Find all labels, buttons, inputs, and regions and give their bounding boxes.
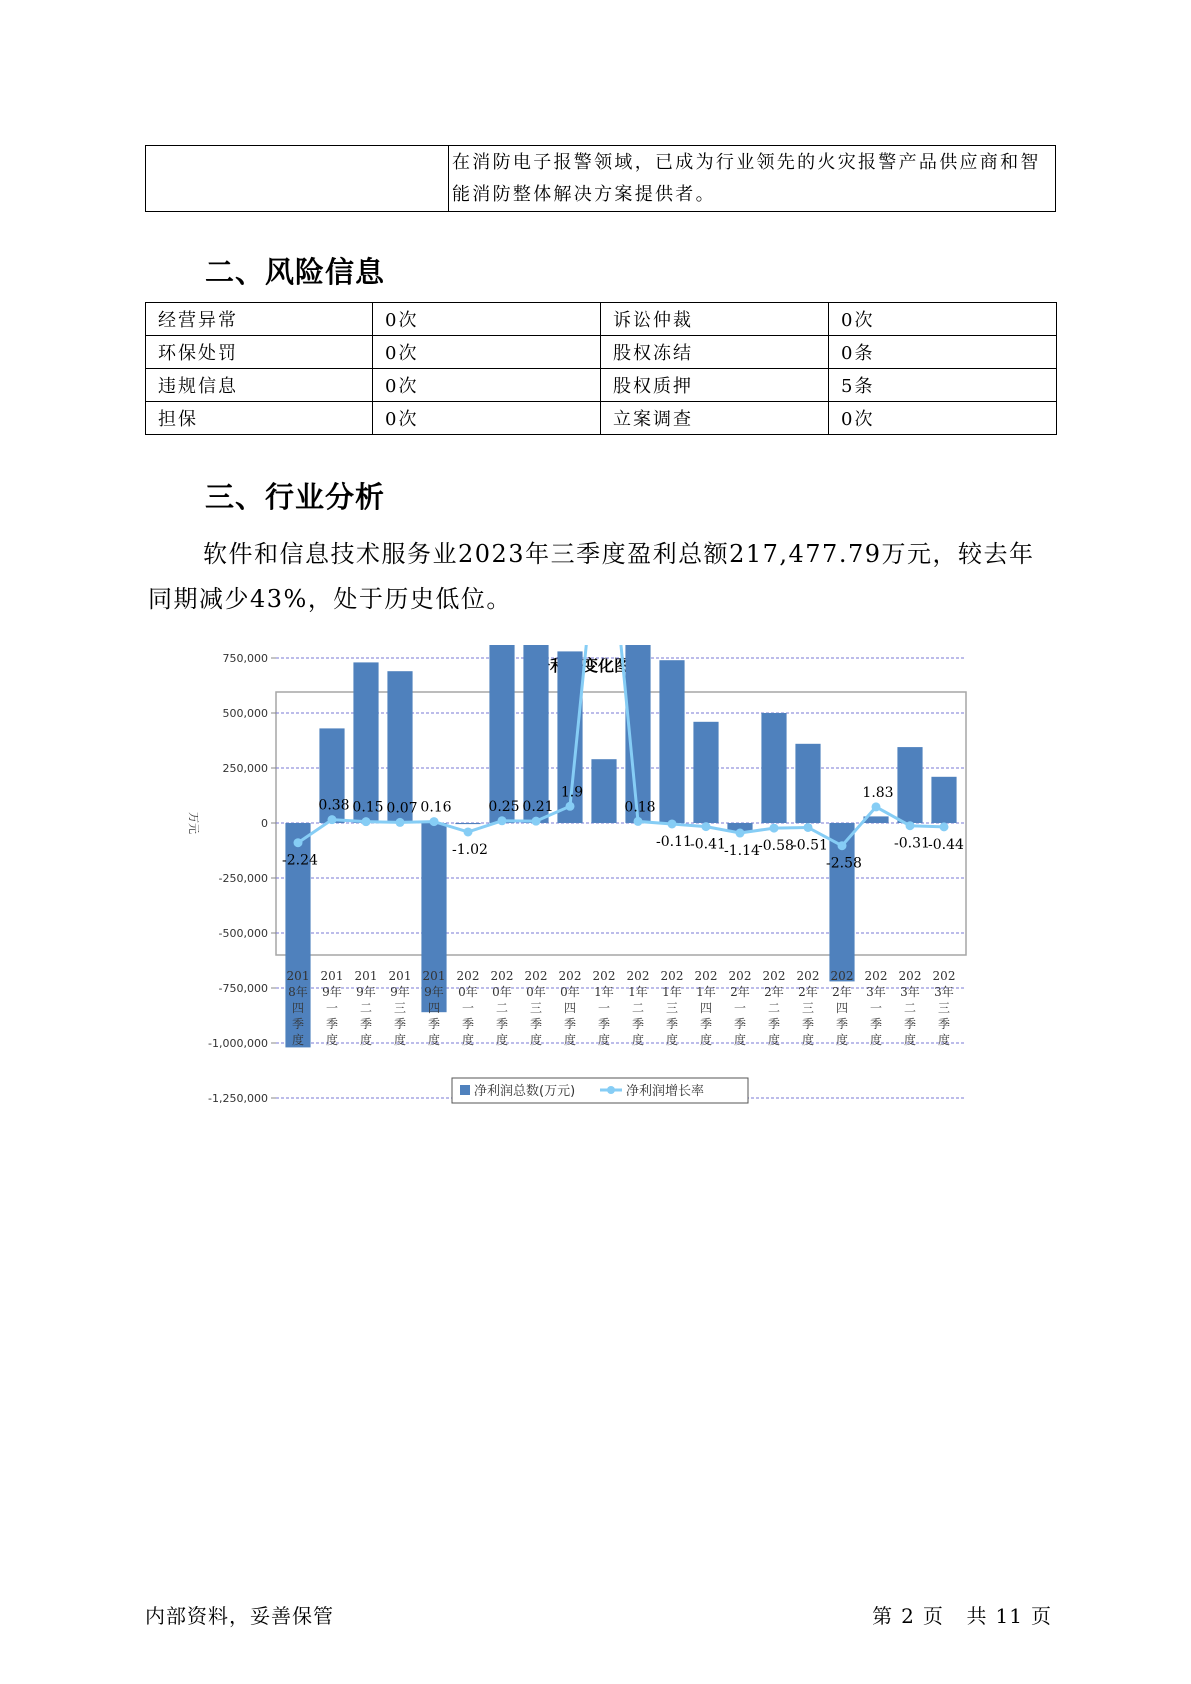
category-label-part: 四	[291, 1001, 305, 1015]
growth-point	[362, 817, 371, 826]
growth-data-label: 0.25	[488, 798, 520, 815]
y-tick-label: -1,000,000	[208, 1037, 268, 1050]
category-label-part: 三	[937, 1001, 951, 1015]
category-label-part: 季	[937, 1017, 951, 1031]
industry-section-heading: 三、行业分析	[205, 480, 386, 514]
growth-data-label: 1.9	[560, 784, 584, 801]
category-label-part: 季	[903, 1017, 917, 1031]
category-label	[457, 969, 480, 1047]
footer-total-pages: 11	[995, 1604, 1023, 1628]
category-label-part: 2年	[764, 985, 784, 999]
risk-section-heading: 二、风险信息	[205, 255, 386, 289]
category-label-part: 度	[937, 1033, 951, 1047]
category-label-part: 四	[699, 1001, 713, 1015]
growth-point	[872, 802, 881, 811]
category-label	[321, 969, 344, 1047]
risk-table	[145, 302, 1057, 435]
category-label-part: 季	[835, 1017, 849, 1031]
growth-data-label: -0.44	[928, 836, 964, 853]
growth-data-label: 0.21	[522, 799, 554, 816]
category-label	[865, 969, 888, 1047]
category-label-part: 度	[359, 1033, 373, 1047]
category-label-part: 202	[524, 969, 548, 983]
category-label-part: 度	[733, 1033, 747, 1047]
category-label	[899, 969, 922, 1047]
category-label-part: 三	[529, 1001, 543, 1015]
risk-item-value: 0次	[373, 303, 601, 336]
category-label-part: 202	[898, 969, 922, 983]
category-label-part: 度	[835, 1033, 849, 1047]
growth-point	[838, 841, 847, 850]
category-label-part: 季	[495, 1017, 509, 1031]
category-label-part: 二	[767, 1001, 781, 1015]
risk-item-value: 0次	[373, 402, 601, 435]
growth-data-label: 1.83	[862, 784, 894, 801]
bar	[897, 747, 922, 823]
risk-item-label: 诉讼仲裁	[601, 303, 829, 336]
footer-total-prefix: 共	[966, 1604, 988, 1628]
risk-item-value: 0次	[829, 402, 1057, 435]
category-label-part: 度	[461, 1033, 475, 1047]
category-label-part: 2年	[798, 985, 818, 999]
category-label-part: 度	[529, 1033, 543, 1047]
growth-data-label: -2.58	[826, 855, 862, 872]
y-tick-label: 250,000	[222, 762, 268, 775]
category-label-part: 季	[801, 1017, 815, 1031]
risk-item-label: 担保	[146, 402, 373, 435]
growth-data-label: 0.16	[420, 799, 452, 816]
category-label-part: 季	[359, 1017, 373, 1031]
growth-point	[532, 817, 541, 826]
category-label-part: 201	[286, 969, 310, 983]
category-label-part: 201	[354, 969, 378, 983]
legend-bar-label: 净利润总数(万元)	[474, 1084, 576, 1099]
category-label-part: 季	[427, 1017, 441, 1031]
growth-point	[940, 822, 949, 831]
intro-table-text-cell: 在消防电子报警领域，已成为行业领先的火灾报警产品供应商和智能消防整体解决方案提供者。	[449, 146, 1056, 212]
growth-data-label: -0.51	[792, 837, 828, 854]
bar	[659, 660, 684, 823]
category-label-part: 202	[932, 969, 956, 983]
category-label-part: 季	[699, 1017, 713, 1031]
category-label-part: 202	[694, 969, 718, 983]
category-label-part: 季	[733, 1017, 747, 1031]
growth-data-label: -0.41	[690, 836, 726, 853]
category-label	[627, 969, 650, 1047]
category-label-part: 202	[456, 969, 480, 983]
legend-line-label: 净利润增长率	[626, 1084, 705, 1099]
category-label-part: 0年	[458, 985, 478, 999]
y-tick-label: 0	[261, 817, 268, 830]
category-label-part: 度	[291, 1033, 305, 1047]
category-label	[831, 969, 854, 1047]
y-tick-label: 750,000	[222, 652, 268, 665]
risk-item-label: 立案调查	[601, 402, 829, 435]
bar	[523, 645, 548, 823]
category-label-part: 一	[733, 1001, 747, 1015]
risk-item-label: 股权冻结	[601, 336, 829, 369]
category-label	[559, 969, 582, 1047]
industry-paragraph: 软件和信息技术服务业2023年三季度盈利总额217,477.79万元，较去年同期减少43%，处于历史低位。	[148, 540, 1035, 613]
growth-data-label: 0.07	[386, 800, 418, 817]
category-label-part: 1年	[662, 985, 682, 999]
chart-y-label: 万元	[187, 812, 200, 834]
category-label	[729, 969, 752, 1047]
category-label-part: 度	[393, 1033, 407, 1047]
bar	[421, 823, 446, 1012]
growth-data-label: 0.18	[624, 799, 656, 816]
growth-data-label: -1.02	[452, 841, 488, 858]
category-label-part: 一	[325, 1001, 339, 1015]
y-tick-label: -1,250,000	[208, 1092, 268, 1105]
risk-item-label: 经营异常	[146, 303, 373, 336]
footer-page-suffix: 页	[922, 1604, 944, 1628]
category-label-part: 度	[767, 1033, 781, 1047]
category-label-part: 度	[597, 1033, 611, 1047]
category-label-part: 季	[869, 1017, 883, 1031]
growth-point	[328, 815, 337, 824]
intro-table-empty-cell	[146, 146, 449, 212]
category-label-part: 季	[529, 1017, 543, 1031]
risk-table-row	[146, 336, 1057, 369]
category-label-part: 2年	[730, 985, 750, 999]
bar	[455, 823, 480, 824]
category-label-part: 季	[767, 1017, 781, 1031]
category-label-part: 9年	[424, 985, 444, 999]
category-label-part: 四	[563, 1001, 577, 1015]
growth-data-label: -1.14	[724, 843, 760, 860]
category-label-part: 度	[869, 1033, 883, 1047]
category-label-part: 202	[490, 969, 514, 983]
category-label-part: 一	[597, 1001, 611, 1015]
category-label-part: 季	[665, 1017, 679, 1031]
category-label-part: 202	[558, 969, 582, 983]
category-label-part: 202	[796, 969, 820, 983]
y-tick-label: -500,000	[218, 927, 268, 940]
category-label-part: 1年	[696, 985, 716, 999]
bar	[795, 744, 820, 823]
category-label	[933, 969, 956, 1047]
y-tick-label: -250,000	[218, 872, 268, 885]
category-label-part: 季	[597, 1017, 611, 1031]
risk-item-value: 0次	[829, 303, 1057, 336]
category-label-part: 202	[660, 969, 684, 983]
risk-item-label: 违规信息	[146, 369, 373, 402]
chart-left-axis	[208, 645, 276, 1105]
footer-page-info	[868, 1600, 1056, 1629]
growth-data-label: 0.15	[352, 799, 384, 816]
footer-page-number: 2	[901, 1604, 915, 1628]
category-label	[797, 969, 820, 1047]
category-label-part: 0年	[492, 985, 512, 999]
growth-point	[804, 823, 813, 832]
growth-point	[294, 838, 303, 847]
category-label-part: 三	[801, 1001, 815, 1015]
growth-point	[770, 824, 779, 833]
category-label-part: 三	[665, 1001, 679, 1015]
growth-point	[498, 816, 507, 825]
category-label-part: 201	[422, 969, 446, 983]
risk-table-row	[146, 402, 1057, 435]
growth-point	[634, 817, 643, 826]
category-label-part: 二	[359, 1001, 373, 1015]
category-label-part: 202	[762, 969, 786, 983]
growth-data-label: -0.11	[656, 833, 692, 850]
chart-legend	[452, 1078, 748, 1103]
category-label-part: 度	[495, 1033, 509, 1047]
category-label-part: 三	[393, 1001, 407, 1015]
category-label-part: 二	[495, 1001, 509, 1015]
bar	[931, 777, 956, 823]
net-profit-chart	[170, 645, 970, 1115]
category-label-part: 季	[325, 1017, 339, 1031]
growth-point	[464, 827, 473, 836]
category-label-part: 度	[325, 1033, 339, 1047]
category-label-part: 201	[388, 969, 412, 983]
category-label-part: 9年	[322, 985, 342, 999]
category-label	[389, 969, 412, 1047]
category-label-part: 度	[665, 1033, 679, 1047]
bar	[489, 645, 514, 823]
category-label-part: 季	[291, 1017, 305, 1031]
chart-category-axis	[287, 969, 956, 1047]
category-label-part: 度	[801, 1033, 815, 1047]
category-label-part: 9年	[356, 985, 376, 999]
category-label	[661, 969, 684, 1047]
growth-point	[736, 829, 745, 838]
category-label	[355, 969, 378, 1047]
y-tick-label: -750,000	[218, 982, 268, 995]
risk-item-label: 股权质押	[601, 369, 829, 402]
category-label-part: 度	[631, 1033, 645, 1047]
bar	[591, 759, 616, 823]
growth-data-label: -0.31	[894, 835, 930, 852]
growth-data-label: -2.24	[282, 852, 318, 869]
category-label-part: 度	[427, 1033, 441, 1047]
category-label-part: 202	[592, 969, 616, 983]
category-label-part: 季	[563, 1017, 577, 1031]
bar	[693, 722, 718, 823]
category-label-part: 201	[320, 969, 344, 983]
growth-data-label: 0.38	[318, 797, 350, 814]
intro-table	[145, 145, 1056, 212]
risk-item-value: 0次	[373, 336, 601, 369]
bar	[761, 713, 786, 823]
risk-item-value: 0条	[829, 336, 1057, 369]
footer-page-prefix: 第	[872, 1604, 894, 1628]
growth-point	[396, 818, 405, 827]
footer-confidential-note: 内部资料，妥善保管	[145, 1604, 334, 1628]
category-label-part: 季	[631, 1017, 645, 1031]
category-label-part: 季	[461, 1017, 475, 1031]
category-label-part: 度	[563, 1033, 577, 1047]
growth-point	[566, 802, 575, 811]
category-label	[593, 969, 616, 1047]
legend-line-marker	[607, 1086, 615, 1094]
growth-data-label: -0.58	[758, 838, 794, 855]
risk-item-label: 环保处罚	[146, 336, 373, 369]
category-label-part: 3年	[866, 985, 886, 999]
category-label-part: 0年	[526, 985, 546, 999]
risk-item-value: 0次	[373, 369, 601, 402]
category-label-part: 0年	[560, 985, 580, 999]
category-label-part: 四	[835, 1001, 849, 1015]
growth-point	[430, 817, 439, 826]
category-label-part: 9年	[390, 985, 410, 999]
category-label-part: 202	[626, 969, 650, 983]
growth-point	[702, 822, 711, 831]
category-label-part: 2年	[832, 985, 852, 999]
category-label-part: 二	[903, 1001, 917, 1015]
risk-item-value: 5条	[829, 369, 1057, 402]
category-label-part: 202	[830, 969, 854, 983]
footer-total-suffix: 页	[1031, 1604, 1052, 1628]
growth-point	[906, 821, 915, 830]
category-label-part: 季	[393, 1017, 407, 1031]
category-label	[525, 969, 548, 1047]
category-label	[695, 969, 718, 1047]
category-label-part: 一	[461, 1001, 475, 1015]
y-tick-label: 500,000	[222, 707, 268, 720]
category-label-part: 四	[427, 1001, 441, 1015]
category-label	[763, 969, 786, 1047]
category-label-part: 1年	[594, 985, 614, 999]
category-label-part: 一	[869, 1001, 883, 1015]
growth-point	[668, 819, 677, 828]
category-label-part: 度	[903, 1033, 917, 1047]
category-label-part: 202	[864, 969, 888, 983]
risk-table-row	[146, 369, 1057, 402]
category-label-part: 1年	[628, 985, 648, 999]
category-label-part: 202	[728, 969, 752, 983]
risk-table-row	[146, 303, 1057, 336]
category-label-part: 8年	[288, 985, 308, 999]
legend-bar-swatch	[460, 1085, 470, 1095]
category-label-part: 度	[699, 1033, 713, 1047]
category-label-part: 3年	[900, 985, 920, 999]
category-label-part: 3年	[934, 985, 954, 999]
category-label-part: 二	[631, 1001, 645, 1015]
category-label	[491, 969, 514, 1047]
